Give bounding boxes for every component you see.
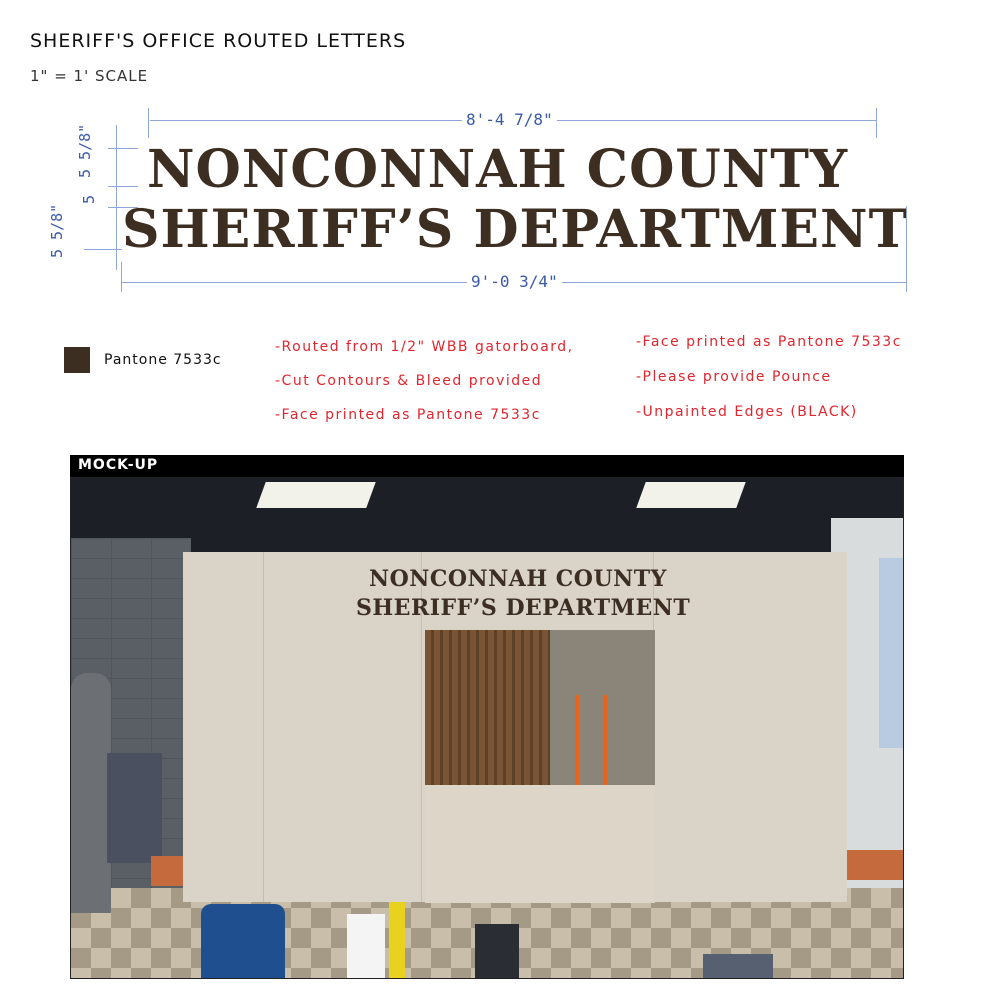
- drawing-scale: 1" = 1' SCALE: [30, 67, 149, 85]
- cart: [703, 954, 773, 978]
- pantone-swatch: [64, 347, 90, 373]
- mockup-label: MOCK-UP: [78, 457, 159, 473]
- note-right-3: -Unpainted Edges (BLACK): [636, 404, 858, 420]
- mockup-photo: [70, 477, 904, 979]
- note-left-2: -Cut Contours & Bleed provided: [275, 373, 543, 389]
- board-seam: [263, 552, 264, 902]
- pantone-label: Pantone 7533c: [104, 352, 222, 368]
- trash-bin: [475, 924, 519, 978]
- mockup-header: [70, 455, 904, 477]
- dim-height-bottom: 5 5/8": [48, 203, 66, 258]
- note-left-1: -Routed from 1/2" WBB gatorboard,: [275, 339, 574, 355]
- office-chair: [201, 904, 285, 978]
- ceiling-light-right: [636, 482, 745, 508]
- dim-left-tick-4: [84, 249, 122, 250]
- desk-left: [151, 856, 187, 886]
- dim-bottom-width: 9'-0 3/4": [467, 272, 562, 291]
- mockup-sign-line-1: NONCONNAH COUNTY: [369, 566, 667, 592]
- note-left-3: -Face printed as Pantone 7533c: [275, 407, 541, 423]
- mockup-sign-line-2: SHERIFF’S DEPARTMENT: [356, 595, 691, 621]
- cleaner-bottle: [389, 902, 405, 978]
- dim-top-tick-right: [876, 108, 877, 138]
- wood-panel: [425, 630, 550, 785]
- window-right: [879, 558, 903, 748]
- sign-line-1: NONCONNAH COUNTY: [147, 139, 849, 200]
- note-right-2: -Please provide Pounce: [636, 369, 832, 385]
- paper-towel-roll: [347, 914, 385, 978]
- ladder: [575, 695, 607, 785]
- person-figure: [71, 673, 111, 913]
- dim-left-tick-3: [108, 207, 138, 208]
- desk-right: [843, 850, 903, 880]
- dim-bottom-tick-left: [121, 262, 122, 292]
- dim-height-top: 5 5/8": [76, 123, 94, 178]
- dim-bottom-tick-right: [906, 206, 907, 292]
- reception-counter: [425, 785, 655, 903]
- drawing-title: SHERIFF'S OFFICE ROUTED LETTERS: [30, 30, 407, 52]
- filing-cabinet: [107, 753, 162, 863]
- note-right-1: -Face printed as Pantone 7533c: [636, 334, 902, 350]
- dim-left-tick-1: [108, 148, 138, 149]
- dim-left-tick-2: [108, 186, 138, 187]
- dim-top-tick-left: [148, 108, 149, 138]
- dim-height-gap: 5: [80, 194, 98, 204]
- sign-line-2: SHERIFF’S DEPARTMENT: [122, 199, 909, 260]
- dim-top-width: 8'-4 7/8": [462, 110, 557, 129]
- ceiling-light-left: [256, 482, 375, 508]
- doorway-opening: [425, 630, 655, 785]
